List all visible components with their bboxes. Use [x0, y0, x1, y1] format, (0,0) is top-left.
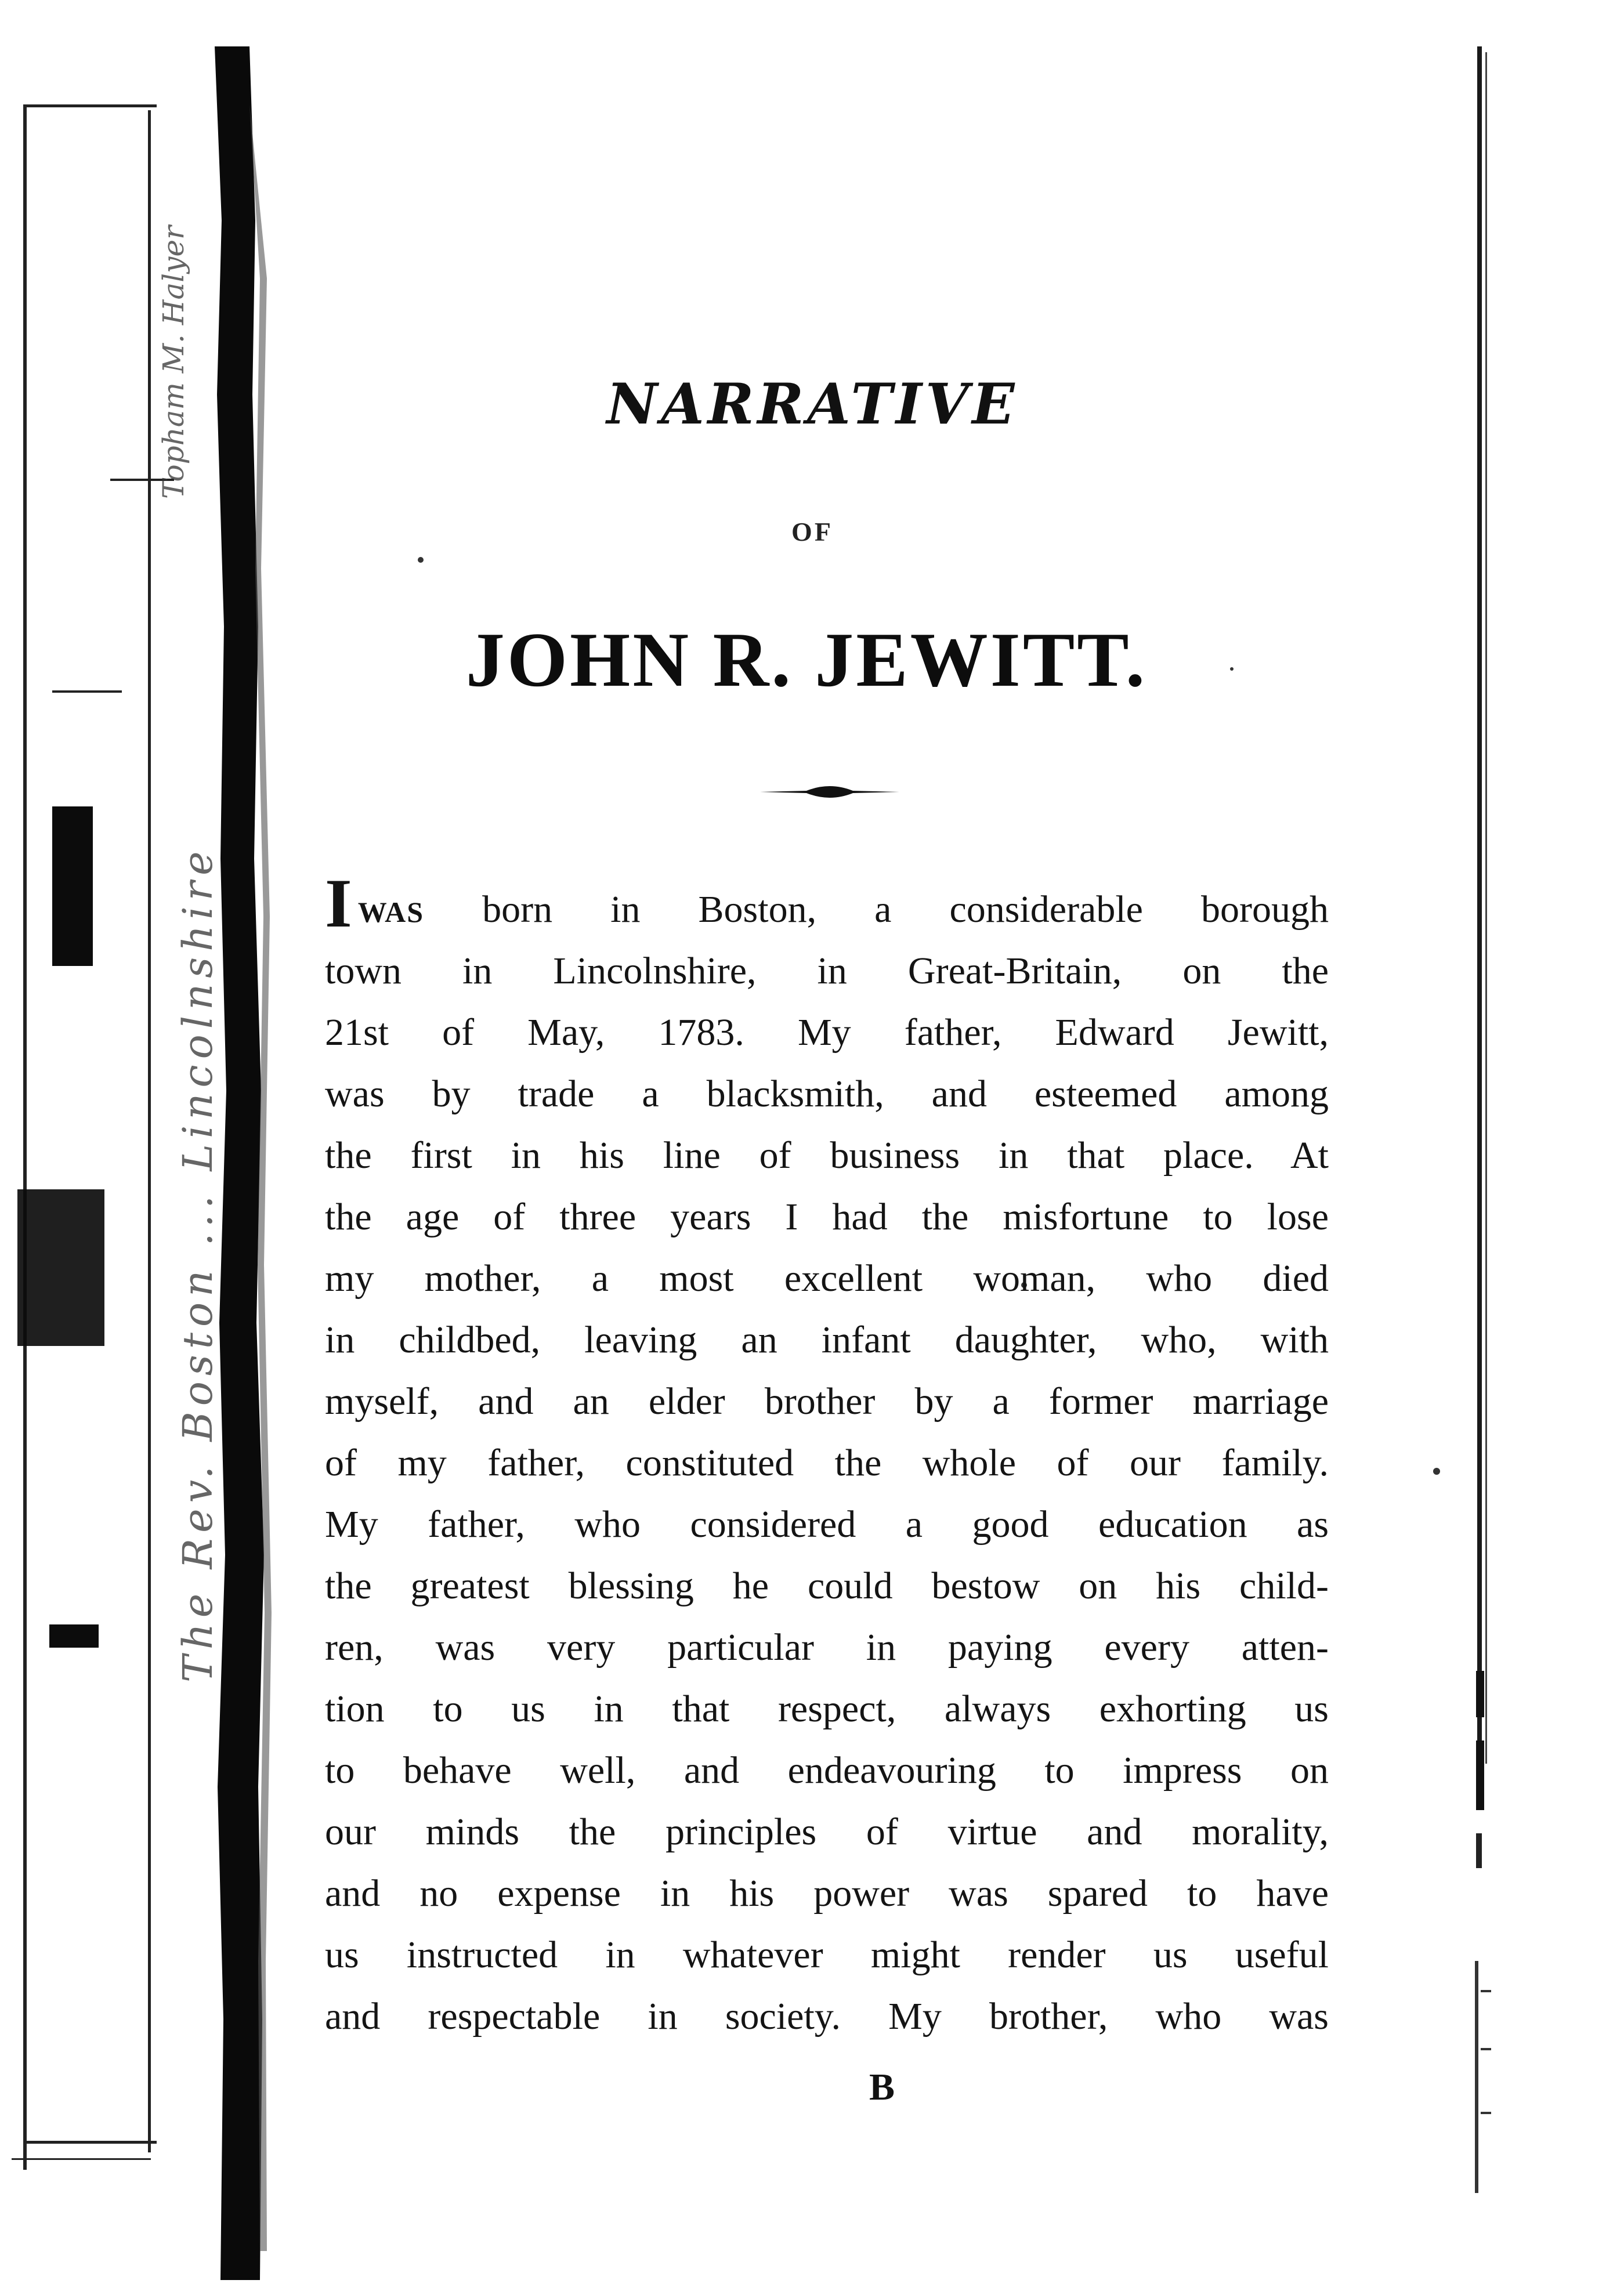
signature-mark: B [869, 2066, 895, 2108]
body-line: our minds the principles of virtue and morality, [325, 1811, 1329, 1853]
body-line: My father, who considered a good education as [325, 1503, 1329, 1546]
margin-inscription-small-text: Topham M. Halyer [157, 225, 190, 499]
body-text [325, 864, 1329, 2047]
body-line: 21st of May, 1783. My father, Edward Jewitt, [325, 1011, 1329, 1054]
body-line: and no expense in his power was spared to have [325, 1872, 1329, 1915]
frame-line [12, 2158, 151, 2160]
body-line: my mother, a most excellent woman, who died [325, 1257, 1329, 1300]
body-line-first [325, 864, 1329, 942]
body-line: tion to us in that respect, always exhorting us [325, 1688, 1329, 1730]
body-line: of my father, constituted the whole of our family. [325, 1442, 1329, 1484]
body-line: was by trade a blacksmith, and esteemed among [325, 1073, 1329, 1115]
binding-spine [209, 46, 273, 2280]
body-line: ren, was very particular in paying every atten- [325, 1626, 1329, 1669]
body-line: us instructed in whatever might render us useful [325, 1934, 1329, 1976]
dark-edge-block [49, 1624, 99, 1648]
frame-line [148, 110, 151, 2152]
body-line: the first in his line of business in that place. At [325, 1134, 1329, 1177]
margin-inscription-text: The Rev. Boston ... Lincolnshire [174, 845, 222, 1682]
dark-edge-block [17, 1189, 104, 1346]
frame-line [23, 2141, 157, 2144]
title-of: OF [791, 517, 833, 547]
print-speck [418, 557, 424, 563]
ornament-divider-icon [760, 780, 899, 804]
frame-line [23, 104, 27, 2170]
right-page-edge [1474, 46, 1520, 2251]
title-narrative: NARRATIVE [606, 371, 1018, 437]
body-line: to behave well, and endeavouring to impress on [325, 1749, 1329, 1792]
body-line-last: and respectable in society. My brother, who was [325, 1995, 1329, 2038]
drop-cap: I [325, 864, 352, 942]
body-line: the age of three years I had the misfortune to lose [325, 1196, 1329, 1238]
frame-line [52, 690, 122, 693]
body-line: town in Lincolnshire, in Great-Britain, on the [325, 950, 1329, 992]
left-page-remnant [0, 0, 244, 2287]
body-line: the greatest blessing he could bestow on his child- [325, 1565, 1329, 1607]
title-name: JOHN R. JEWITT. [465, 617, 1148, 703]
print-speck [1433, 1468, 1440, 1475]
body-line: born in Boston, a considerable borough [482, 888, 1329, 931]
body-line: in childbed, leaving an infant daughter, who, with [325, 1319, 1329, 1361]
print-speck [1230, 667, 1234, 671]
dark-edge-block [52, 806, 93, 966]
margin-inscription [174, 174, 222, 1740]
first-word-rest: WAS [357, 896, 425, 928]
frame-line [23, 104, 157, 107]
body-line: myself, and an elder brother by a former marriage [325, 1380, 1329, 1423]
